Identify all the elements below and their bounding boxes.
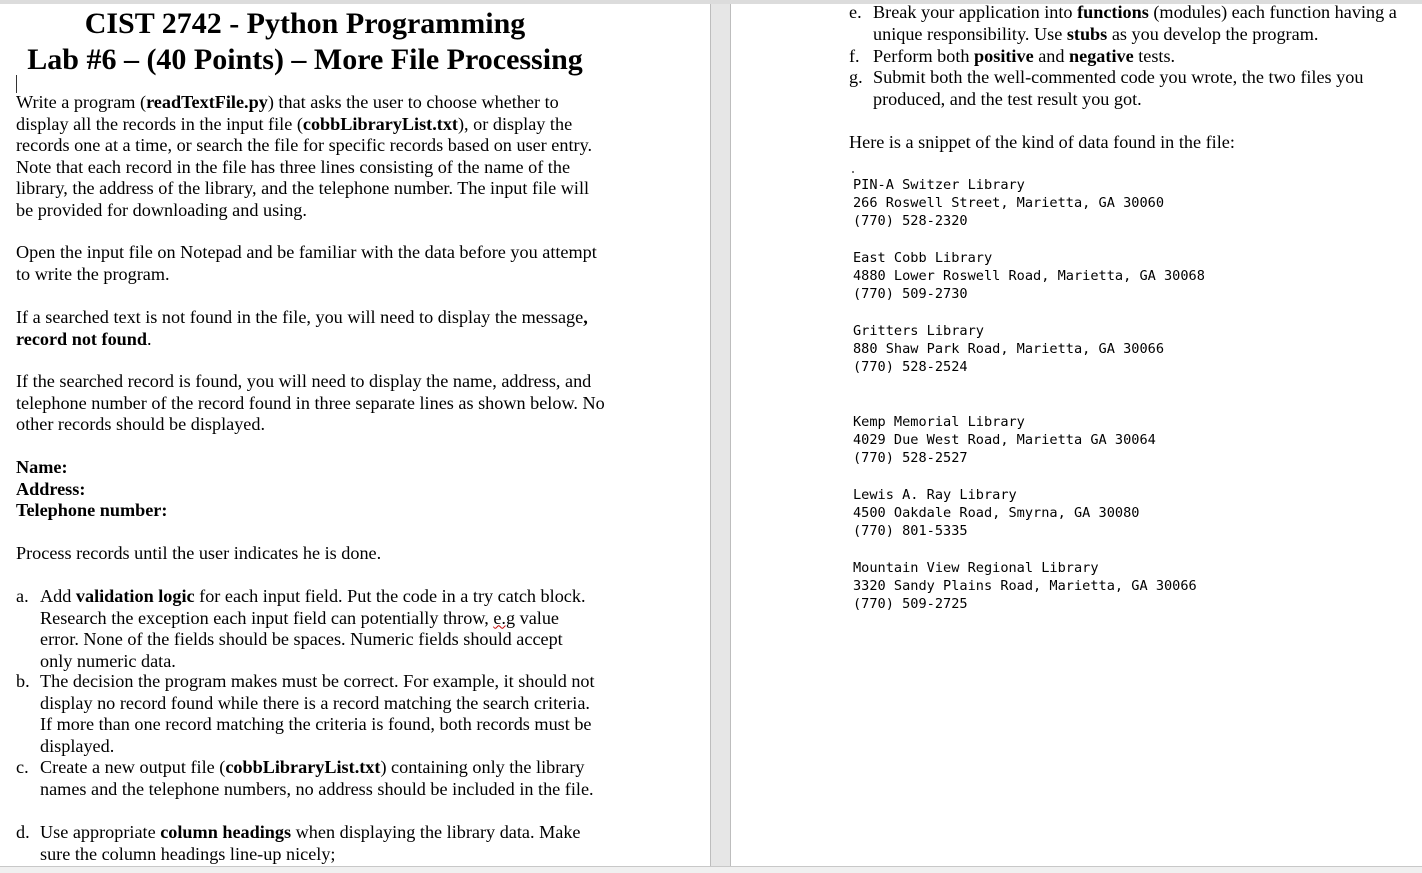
spelling-underline: e.g (493, 607, 516, 628)
process-paragraph: Process records until the user indicates he is done. (16, 543, 382, 563)
record-address: 4880 Lower Roswell Road, Marietta, GA 30068 (853, 268, 1205, 285)
record-phone: (770) 801-5335 (853, 523, 968, 540)
list-item-e: e. Break your application into functions (modules) each function having a unique responsibility. Use stubs as you develop the program. (849, 4, 1397, 44)
record-phone: (770) 528-2527 (853, 450, 968, 467)
record-phone: (770) 509-2730 (853, 286, 968, 303)
found-paragraph: If the searched record is found, you will need to display the name, address, and telephone number of the record found in three separate lines as shown below. No other records should be displayed. (16, 371, 605, 434)
list-item-f: f. Perform both positive and negative tests. (849, 46, 1176, 66)
record-block (853, 413, 1156, 468)
record-name: PIN-A Switzer Library (853, 177, 1025, 193)
record-block (853, 249, 1205, 304)
record-phone: (770) 528-2320 (853, 213, 968, 230)
list-item-c: c. Create a new output file (cobbLibraryList.txt) containing only the library names and the telephone numbers, no address should be included in the file. (16, 757, 594, 799)
record-block (853, 486, 1139, 541)
tick-mark (852, 171, 854, 173)
not-found-paragraph: If a searched text is not found in the file, you will need to display the message, record not found. (16, 307, 588, 349)
text-cursor (16, 75, 17, 93)
record-name: Lewis A. Ray Library (853, 487, 1017, 503)
record-address: 4029 Due West Road, Marietta GA 30064 (853, 432, 1156, 449)
record-not-found-text: , record not found (16, 307, 588, 349)
input-filename: cobbLibraryList.txt (302, 113, 458, 134)
doc-title-line2: Lab #6 – (40 Points) – More File Processing (27, 43, 583, 76)
record-block (853, 176, 1164, 231)
document-page-right[interactable] (731, 4, 1422, 866)
page-divider (710, 4, 711, 866)
record-name: Mountain View Regional Library (853, 560, 1099, 576)
record-block (853, 559, 1197, 614)
doc-title-line1: CIST 2742 - Python Programming (84, 7, 526, 40)
notepad-paragraph: Open the input file on Notepad and be familiar with the data before you attempt to write the program. (16, 242, 597, 284)
document-page-left[interactable] (0, 4, 710, 866)
record-address: 3320 Sandy Plains Road, Marietta, GA 30066 (853, 578, 1197, 595)
list-item-d: d. Use appropriate column headings when displaying the library data. Make sure the column headings line-up nicely; (16, 822, 581, 864)
record-name: Gritters Library (853, 323, 984, 339)
list-item-g: g. Submit both the well-commented code you wrote, the two files you produced, and the test result you got. (849, 67, 1364, 109)
field-telephone-label: Telephone number: (16, 500, 168, 520)
list-item-b: b. The decision the program makes must be correct. For example, it should not display no record found while there is a record matching the search criteria. If more than one record matching the criteria is found, both records must be displayed. (16, 671, 595, 756)
record-phone: (770) 509-2725 (853, 596, 968, 613)
intro-paragraph: Write a program (readTextFile.py) that asks the user to choose whether to display all the records in the input file (cobbLibraryList.txt), or display the records one at a time, or search the file for specific records based on user entry. Note that each record in the file has three lines consisting of the name of the library, the address of the library, and the telephone number. The input file will be provided for downloading and using. (16, 92, 593, 220)
record-name: East Cobb Library (853, 250, 993, 266)
field-name-label: Name: (16, 457, 68, 477)
list-item-a: a. Add validation logic for each input field. Put the code in a try catch block. Research the exception each input field can potentially throw, e.g value error. None of the fields should be spaces. Numeric fields should accept only numeric data. (16, 586, 586, 671)
record-block (853, 322, 1164, 377)
snippet-intro: Here is a snippet of the kind of data found in the file: (849, 132, 1235, 152)
script-filename: readTextFile.py (146, 92, 268, 112)
record-address: 880 Shaw Park Road, Marietta, GA 30066 (853, 341, 1164, 358)
record-name: Kemp Memorial Library (853, 414, 1025, 430)
field-address-label: Address: (16, 478, 86, 499)
record-phone: (770) 528-2524 (853, 359, 968, 376)
record-address: 4500 Oakdale Road, Smyrna, GA 30080 (853, 505, 1140, 522)
record-address: 266 Roswell Street, Marietta, GA 30060 (853, 195, 1164, 212)
output-fields (16, 457, 606, 522)
